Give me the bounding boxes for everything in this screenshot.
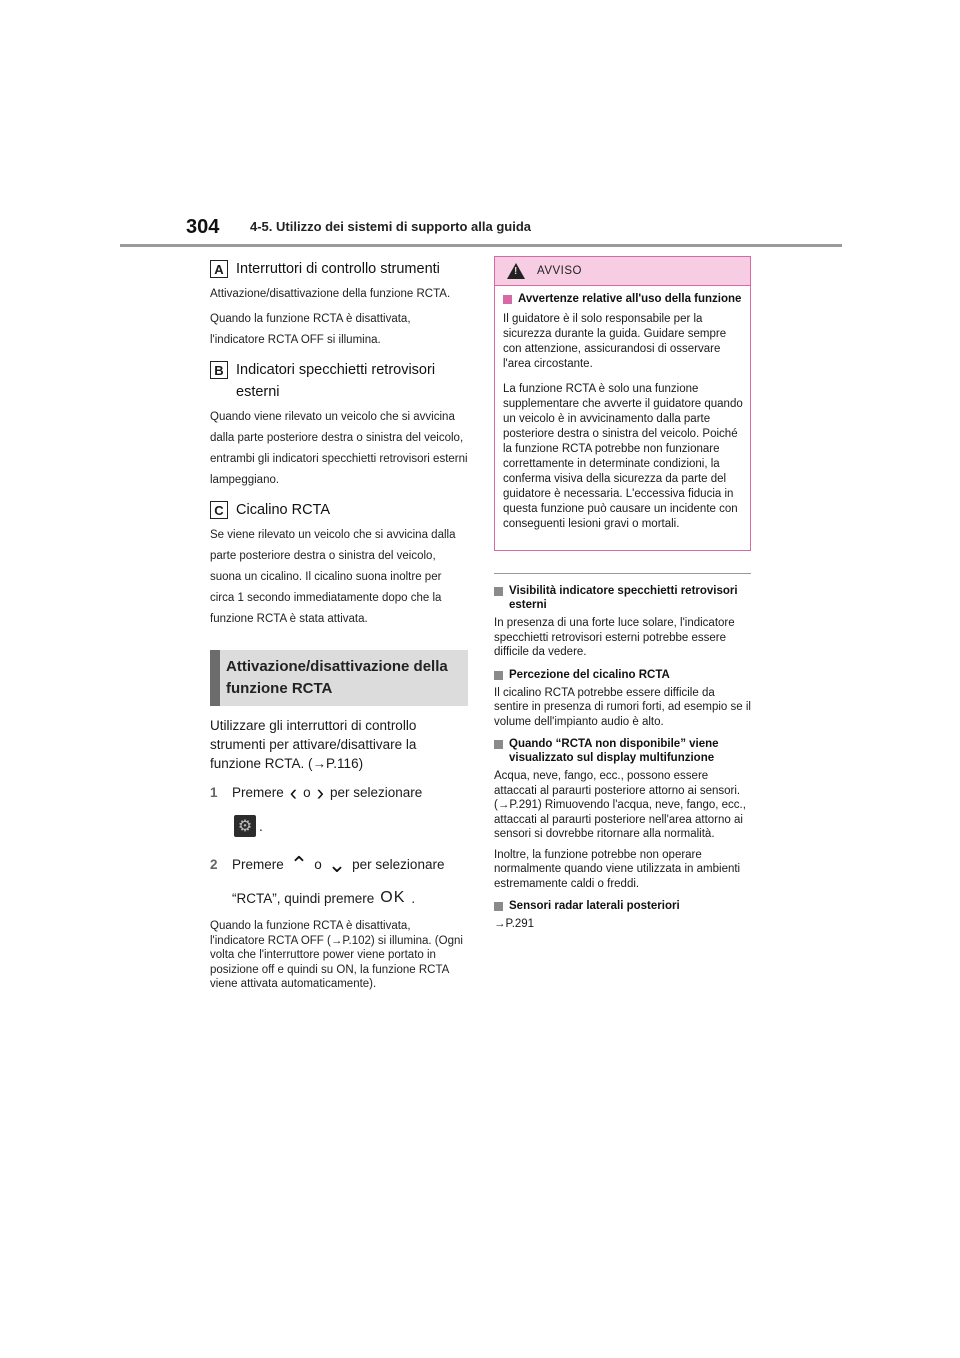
activation-note: Quando la funzione RCTA è disattivata, l'indicatore RCTA OFF (→P.102) si illumina. (Ogni volta che l'interruttore power viene portato in posizione off e quindi su ON, la funzione RCTA viene attivata automaticamente). [210,920,463,990]
item-a-body-2: Quando la funzione RCTA è disattivata, l'indicatore RCTA OFF si illumina. [210,313,411,346]
warning-paragraph-2: La funzione RCTA è solo una funzione supplementare che avverte il guidatore quando un veicolo è in avvicinamento dalla parte posteriore destra o sinistra del veicolo. Poiché la funzione RCTA potrebbe non funzionare correttamente in determinate condizioni, la conferma visiva della sicurezza da parte del guidatore è necessaria. L'eccessiva fiducia in questa funzione può causare un incidente con conseguenti lesioni gravi o mortali. [503,383,743,530]
step-2-end: . [411,890,416,906]
chevron-down-icon: ⌄ [327,852,347,877]
gear-icon: ⚙ [234,815,256,837]
item-c-body-1: Se viene rilevato un veicolo che si avvicina dalla parte posteriore destra o sinistra del veicolo, suona un cicalino. Il cicalino suona inoltre per circa 1 secondo immediatamente dopo che la funzione RCTA è stata attivata. [210,529,456,625]
step-2-number: 2 [210,857,218,872]
note-4-heading: Sensori radar laterali posteriori [509,900,680,912]
step-2 [210,852,468,877]
letter-c-badge: C [210,501,228,519]
note-section-1 [494,584,751,660]
step-1-post: per selezionare [329,785,423,800]
right-column [494,256,751,938]
letter-b-badge: B [210,361,228,379]
step-2-mid: o [314,857,322,872]
warning-box [494,256,751,551]
note-2-body: Il cicalino RCTA potrebbe essere difficile da sentire in presenza di rumori forti, ad esempio se il volume dell'impianto audio è alto. [494,686,751,728]
step-1-end: . [259,818,263,834]
step-1-pre: Premere [232,785,284,800]
note-section-3 [494,737,751,891]
step-2-pre: Premere [232,857,284,872]
note-3-body-1: Acqua, neve, fango, ecc., possono essere attaccati al paraurti posteriore attorno ai sensori. (→P.291) Rimuovendo l'acqua, neve, fango, ecc., attaccati al paraurti posteriore nell'area attorno ai sensori si dovrebbe ritornare alla normalità. [494,770,746,840]
left-column [210,256,468,992]
note-section-2 [494,668,751,730]
section-title: 4-5. Utilizzo dei sistemi di supporto alla guida [250,219,531,234]
warning-header [495,257,750,286]
item-c-title: Cicalino RCTA [236,502,331,518]
note-1-heading: Visibilità indicatore specchietti retrovisori esterni [509,585,738,611]
note-3-heading: Quando “RCTA non disponibile” viene visualizzato sul display multifunzione [509,738,719,764]
item-b-title: Indicatori specchietti retrovisori esterni [236,362,436,400]
warning-paragraph-1: Il guidatore è il solo responsabile per la sicurezza durante la guida. Guidare sempre con attenzione, assicurandosi di osservare l'area circostante. [503,313,727,370]
warning-label: AVVISO [537,265,582,277]
step-2-post: per selezionare [352,857,445,872]
chevron-up-icon: ⌃ [289,852,309,877]
square-bullet-icon [494,902,503,911]
step-1-continuation [232,815,468,837]
note-section-4 [494,899,751,932]
header-rule [120,244,842,247]
item-a-body-1: Attivazione/disattivazione della funzione RCTA. [210,288,451,300]
warning-triangle-icon: ! [507,263,525,279]
note-2-heading: Percezione del cicalino RCTA [509,668,670,681]
note-3-body-2: Inoltre, la funzione potrebbe non operare normalmente quando viene utilizzata in ambienti estremamente caldi o freddi. [494,848,741,890]
step-2-continuation [232,889,468,907]
square-bullet-icon [494,740,503,749]
item-a [210,258,468,351]
warning-heading: Avvertenze relative all'uso della funzione [518,293,742,305]
letter-a-badge: A [210,260,228,278]
note-1-body: In presenza di una forte luce solare, l'indicatore specchietti retrovisori esterni potrebbe essere difficile da vedere. [494,617,735,658]
step-1-number: 1 [210,785,218,800]
item-b-body-1: Quando viene rilevato un veicolo che si avvicina dalla parte posteriore destra o sinistra del veicolo, entrambi gli indicatori specchietti retrovisori esterni lampeggiano. [210,411,468,486]
chevron-left-icon: ‹ [289,780,298,805]
ok-button-icon: OK [380,889,406,906]
square-bullet-icon [494,671,503,680]
pink-square-bullet-icon [503,295,512,304]
square-bullet-icon [494,587,503,596]
intro-paragraph: Utilizzare gli interruttori di controllo strumenti per attivare/disattivare la funzione RCTA. (→P.116) [210,718,417,771]
step-1 [210,780,468,805]
item-c [210,499,468,630]
item-a-title: Interruttori di controllo strumenti [236,261,440,277]
step-1-mid: o [303,785,311,800]
step-2-line2: “RCTA”, quindi premere [232,890,375,906]
chevron-right-icon: › [316,780,324,805]
notes-rule [494,573,751,574]
page-number: 304 [186,216,220,238]
item-b [210,359,468,491]
note-4-body: →P.291 [494,918,535,930]
subheading: Attivazione/disattivazione della funzione RCTA [210,650,468,706]
